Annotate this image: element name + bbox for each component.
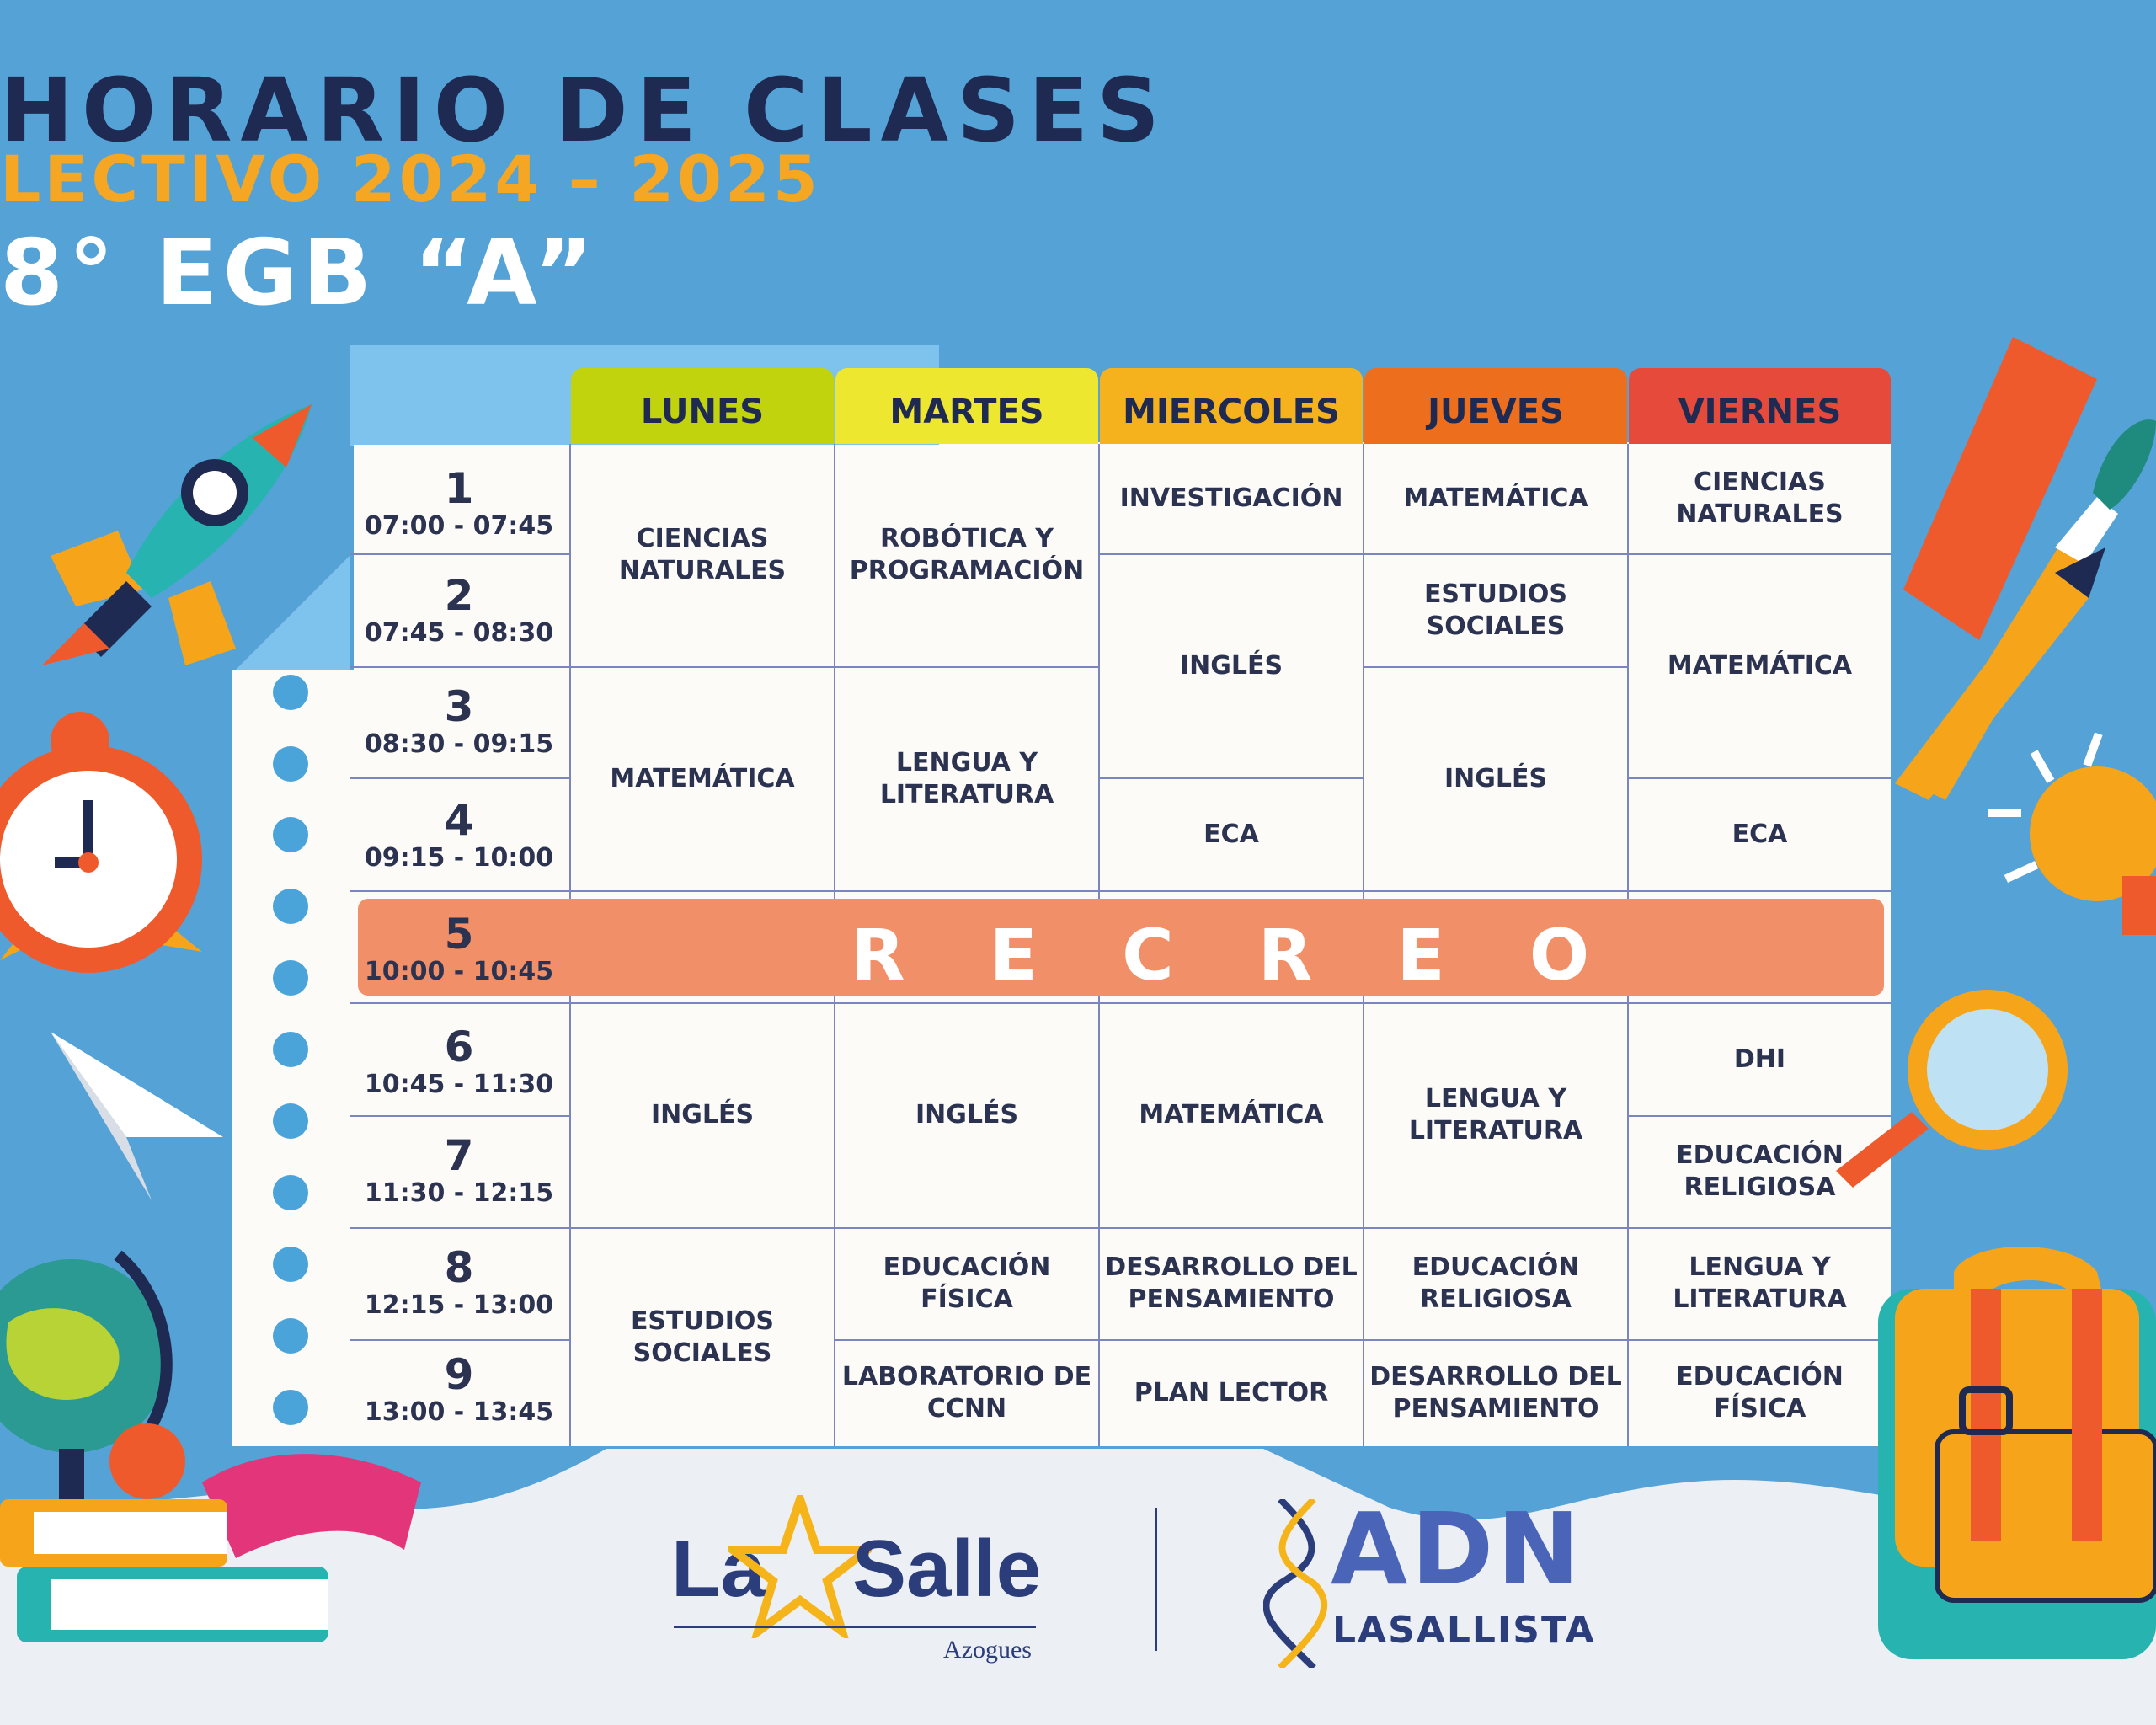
class-lunes-1-2: CIENCIAS NATURALES xyxy=(618,524,787,585)
class-jueves-1: MATEMÁTICA xyxy=(1403,483,1588,513)
page-title: HORARIO DE CLASES xyxy=(0,59,1168,162)
class-miercoles-2-3: INGLÉS xyxy=(1179,650,1283,681)
class-miercoles-1: INVESTIGACIÓN xyxy=(1119,483,1343,513)
logo-underline xyxy=(674,1626,1036,1628)
period-2: 2 07:45 - 08:30 xyxy=(364,571,554,648)
period-3: 3 08:30 - 09:15 xyxy=(364,682,554,759)
class-miercoles-8: DESARROLLO DEL PENSAMIENTO xyxy=(1105,1252,1358,1314)
class-lunes-8-9: ESTUDIOS SOCIALES xyxy=(630,1306,775,1368)
period-5: 5 10:00 - 10:45 xyxy=(364,910,554,986)
class-jueves-8: EDUCACIÓN RELIGIOSA xyxy=(1412,1252,1580,1314)
period-8: 8 12:15 - 13:00 xyxy=(364,1243,554,1320)
header-jueves: JUEVES xyxy=(1364,368,1627,444)
alarm-clock-icon xyxy=(0,699,219,1011)
period-4: 4 09:15 - 10:00 xyxy=(364,796,554,873)
class-viernes-2-3: MATEMÁTICA xyxy=(1667,650,1853,681)
magnifier-icon xyxy=(1836,977,2089,1196)
class-viernes-8: LENGUA Y LITERATURA xyxy=(1673,1252,1847,1314)
header-martes: MARTES xyxy=(835,368,1098,444)
class-viernes-7: EDUCACIÓN RELIGIOSA xyxy=(1676,1140,1844,1202)
star-icon xyxy=(728,1495,872,1638)
adn-logo-sub: LASALLISTA xyxy=(1332,1609,1596,1652)
school-year: LECTIVO 2024 – 2025 xyxy=(0,142,821,216)
binder-hole xyxy=(273,817,308,852)
grade-label: 8° EGB “A” xyxy=(0,221,599,326)
binder-hole xyxy=(273,1175,308,1210)
recreo-label: RECREO xyxy=(851,914,1674,996)
binder-hole xyxy=(273,889,308,924)
binder-hole xyxy=(273,746,308,782)
class-jueves-2: ESTUDIOS SOCIALES xyxy=(1423,579,1568,641)
class-martes-6-7: INGLÉS xyxy=(915,1100,1019,1130)
class-lunes-3-4: MATEMÁTICA xyxy=(610,764,795,793)
rocket-icon xyxy=(25,396,328,674)
class-viernes-1: CIENCIAS NATURALES xyxy=(1676,467,1844,529)
lasalle-city: Azogues xyxy=(943,1636,1032,1664)
class-jueves-3-4: INGLÉS xyxy=(1444,764,1548,793)
class-martes-3-4: LENGUA Y LITERATURA xyxy=(879,748,1054,809)
header-miercoles: MIERCOLES xyxy=(1100,368,1363,444)
period-7: 7 11:30 - 12:15 xyxy=(364,1131,554,1208)
header-lunes: LUNES xyxy=(571,368,834,444)
class-jueves-6-7: LENGUA Y LITERATURA xyxy=(1408,1084,1583,1146)
class-lunes-6-7: INGLÉS xyxy=(650,1100,755,1130)
binder-hole xyxy=(273,1032,308,1067)
class-miercoles-6-7: MATEMÁTICA xyxy=(1139,1100,1324,1130)
class-viernes-4: ECA xyxy=(1732,820,1788,849)
class-viernes-9: EDUCACIÓN FÍSICA xyxy=(1676,1362,1844,1423)
dna-icon xyxy=(1263,1499,1331,1668)
paper-plane-icon xyxy=(51,1032,227,1200)
class-miercoles-9: PLAN LECTOR xyxy=(1134,1378,1329,1407)
period-6: 6 10:45 - 11:30 xyxy=(364,1023,554,1099)
class-martes-8: EDUCACIÓN FÍSICA xyxy=(883,1252,1051,1314)
lightbulb-icon xyxy=(1971,733,2156,960)
header-viernes: VIERNES xyxy=(1629,368,1891,444)
class-viernes-6: DHI xyxy=(1733,1044,1786,1074)
class-martes-1-2: ROBÓTICA Y PROGRAMACIÓN xyxy=(849,524,1085,585)
lasalle-logo-la: La xyxy=(671,1524,766,1614)
globe-icon xyxy=(0,1221,345,1725)
footer-divider xyxy=(1155,1508,1157,1651)
period-1: 1 07:00 - 07:45 xyxy=(364,464,554,541)
class-martes-9: LABORATORIO DE CCNN xyxy=(841,1362,1092,1423)
class-jueves-9: DESARROLLO DEL PENSAMIENTO xyxy=(1369,1362,1622,1423)
backpack-icon xyxy=(1853,1238,2156,1701)
binder-hole xyxy=(273,960,308,996)
lasalle-logo-salle: Salle xyxy=(852,1524,1042,1614)
adn-logo: ADN xyxy=(1331,1491,1584,1607)
class-miercoles-4: ECA xyxy=(1203,820,1259,849)
binder-hole xyxy=(273,1103,308,1139)
period-9: 9 13:00 - 13:45 xyxy=(364,1350,554,1427)
binder-hole xyxy=(273,675,308,710)
